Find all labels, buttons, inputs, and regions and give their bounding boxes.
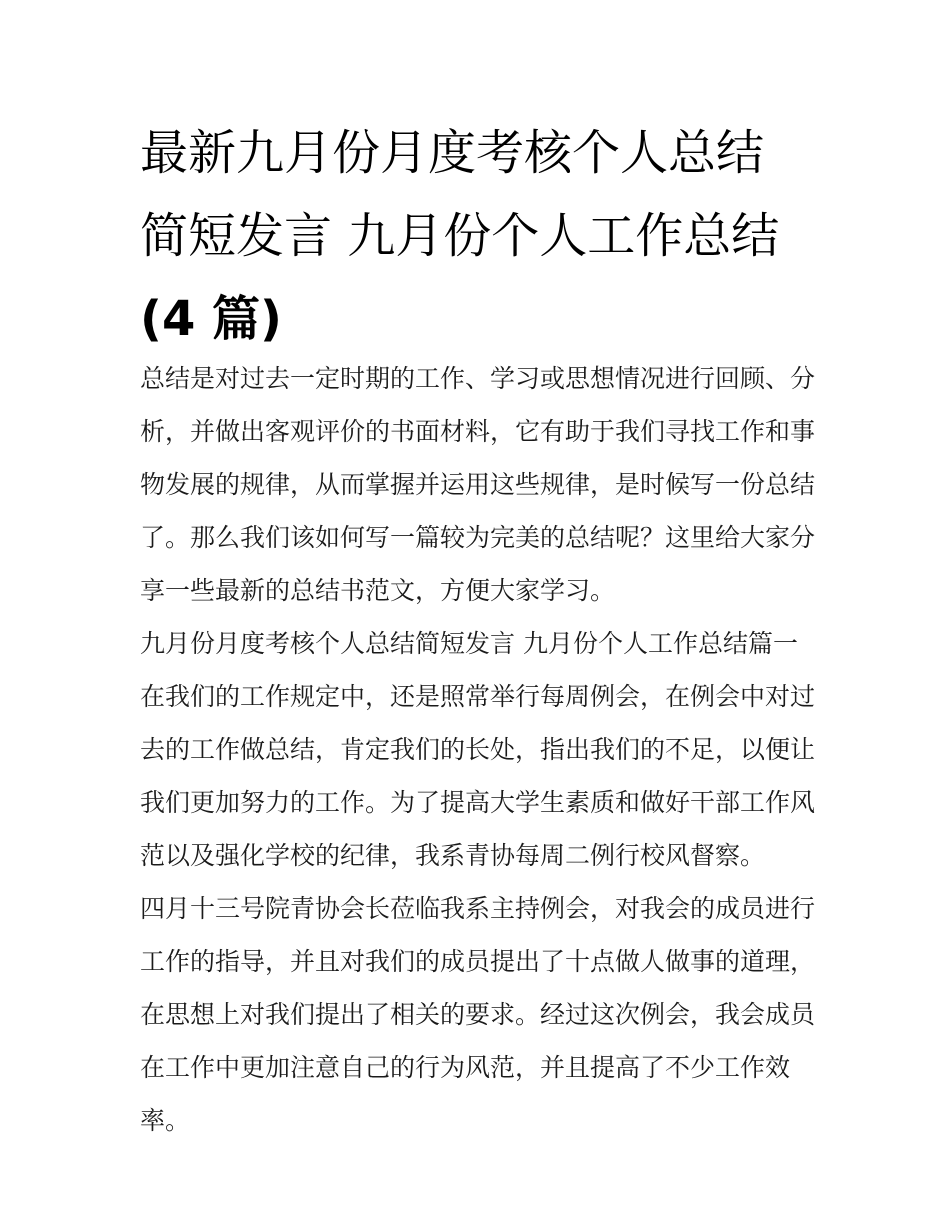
document-title — [140, 112, 820, 361]
text-line: 物发展的规律，从而掌握并运用这些规律，是时候写一份总结 — [140, 470, 816, 499]
text-line: 在思想上对我们提出了相关的要求。经过这次例会，我会成员 — [140, 1000, 816, 1029]
text-line: 九月份月度考核个人总结简短发言 九月份个人工作总结篇一 — [140, 629, 798, 658]
document-body — [140, 352, 820, 1147]
text-line: 范以及强化学校的纪律，我系青协每周二例行校风督察。 — [140, 841, 766, 870]
text-line: 析，并做出客观评价的书面材料，它有助于我们寻找工作和事 — [140, 417, 816, 446]
title-line: (4 篇) — [140, 291, 282, 347]
text-line: 工作的指导，并且对我们的成员提出了十点做人做事的道理， — [140, 947, 816, 976]
text-line: 了。那么我们该如何写一篇较为完美的总结呢？这里给大家分 — [140, 523, 816, 552]
intro-paragraph — [140, 352, 820, 617]
text-line: 总结是对过去一定时期的工作、学习或思想情况进行回顾、分 — [140, 364, 816, 393]
title-line: 简短发言 九月份个人工作总结 — [140, 208, 780, 264]
body-paragraph — [140, 882, 820, 1147]
text-line: 享一些最新的总结书范文，方便大家学习。 — [140, 576, 616, 605]
text-line: 率。 — [140, 1106, 191, 1135]
body-paragraph — [140, 670, 820, 882]
section-heading — [140, 617, 820, 670]
text-line: 去的工作做总结，肯定我们的长处，指出我们的不足，以便让 — [140, 735, 816, 764]
text-line: 四月十三号院青协会长莅临我系主持例会，对我会的成员进行 — [140, 894, 816, 923]
title-line: 最新九月份月度考核个人总结 — [140, 125, 765, 181]
text-line: 在我们的工作规定中，还是照常举行每周例会，在例会中对过 — [140, 682, 816, 711]
text-line: 在工作中更加注意自己的行为风范，并且提高了不少工作效 — [140, 1053, 791, 1082]
text-line: 我们更加努力的工作。为了提高大学生素质和做好干部工作风 — [140, 788, 816, 817]
